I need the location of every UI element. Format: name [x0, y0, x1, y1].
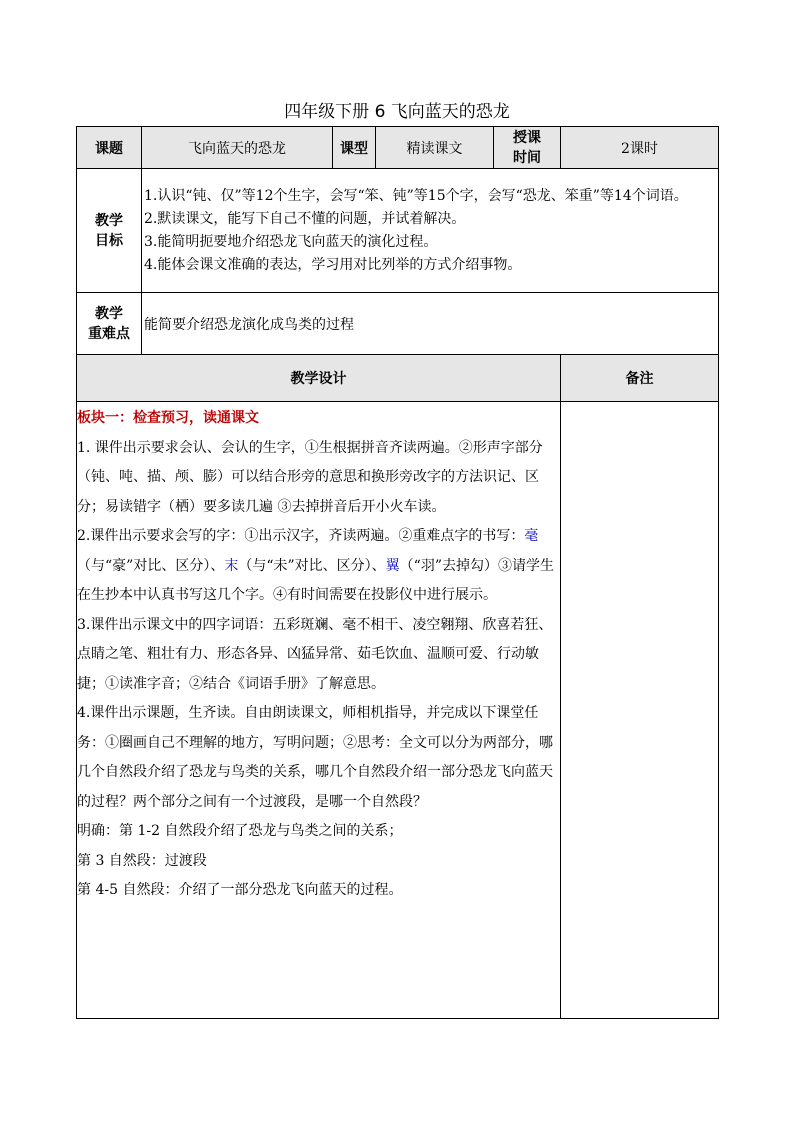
topic-row	[77, 127, 719, 169]
paragraph-text: （与“未”对比、区分）、	[238, 557, 386, 574]
label-difficulty-line1: 教学	[95, 305, 123, 322]
design-paragraph: 第 4-5 自然段：介绍了一部分恐龙飞向蓝天的过程。	[77, 882, 403, 898]
label-time-line2: 时间	[513, 149, 541, 166]
difficulty-row	[77, 293, 719, 355]
design-paragraph: 1. 课件出示要求会认、会认的生字，①生根据拼音齐读两遍。②形声字部分（钝、吨、描、颅、膨）可以结合形旁的意思和换形旁改字的方法识记、区分；易读错字（栖）要多读几遍 ③去掉拼音后开小火车读。	[77, 439, 543, 515]
label-goals-line2: 目标	[95, 232, 123, 249]
design-paragraph: 4.课件出示课题，生齐读。自由朗读课文，师相机指导，并完成以下课堂任务：①圈画自己不理解的地方，写明问题；②思考：全文可以分为两部分，哪几个自然段介绍了恐龙与鸟类的关系，哪几个自然段介绍一部分恐龙飞向蓝天的过程？两个部分之间有一个过渡段，是哪一个自然段？	[77, 705, 553, 810]
label-topic: 课题	[77, 127, 142, 169]
goal-item: 1.认识“钝、仅”等12个生字，会写“笨、钝”等15个字，会写“恐龙、笨重”等14个词语。	[144, 187, 688, 204]
difficulty-value: 能简要介绍恐龙演化成鸟类的过程	[142, 293, 719, 355]
time-value: 2课时	[561, 127, 719, 169]
paragraph-text: （与“豪”对比、区分）、	[77, 557, 225, 574]
header-notes: 备注	[561, 355, 719, 402]
notes-content	[561, 402, 719, 1019]
label-time	[494, 127, 561, 169]
goal-item: 4.能体会课文准确的表达，学习用对比列举的方式介绍事物。	[144, 256, 522, 273]
highlight-char: 末	[224, 557, 239, 574]
design-paragraph: 第 3 自然段：过渡段	[77, 852, 207, 869]
highlight-char: 毫	[524, 528, 539, 544]
highlight-char: 翼	[385, 557, 400, 574]
goal-item: 2.默读课文，能写下自己不懂的问题，并试着解决。	[144, 210, 466, 227]
design-content	[77, 402, 561, 1019]
design-content-row	[77, 402, 719, 1019]
design-paragraph: 明确：第 1-2 自然段介绍了恐龙与鸟类之间的关系；	[77, 823, 403, 839]
section-title: 板块一：检查预习，读通课文	[77, 410, 259, 426]
page-title: 四年级下册 6 飞向蓝天的恐龙	[284, 102, 510, 122]
design-header-row	[77, 355, 719, 402]
label-goals	[77, 169, 142, 293]
paragraph-text: 2.课件出示要求会写的字：①出示汉字，齐读两遍。②重难点字的书写：	[77, 528, 525, 544]
label-goals-line1: 教学	[95, 212, 123, 229]
design-paragraph	[77, 522, 560, 611]
goal-item: 3.能简明扼要地介绍恐龙飞向蓝天的演化过程。	[144, 233, 438, 250]
goals-row	[77, 169, 719, 293]
label-type: 课型	[333, 127, 376, 169]
lesson-plan-table	[76, 126, 719, 1019]
label-difficulty-line2: 重难点	[88, 325, 130, 342]
label-time-line1: 授课	[513, 129, 541, 146]
header-design: 教学设计	[77, 355, 561, 402]
design-paragraph: 3.课件出示课文中的四字词语：五彩斑斓、毫不相干、凌空翱翔、欣喜若狂、点睛之笔、粗壮有力、形态各异、凶猛异常、茹毛饮血、温顺可爱、行动敏捷；①读准字音；②结合《词语手册》了解意思。	[77, 616, 553, 692]
type-value: 精读课文	[376, 127, 494, 169]
topic-value: 飞向蓝天的恐龙	[142, 127, 333, 169]
label-difficulty	[77, 293, 142, 355]
goals-content	[142, 169, 719, 293]
paragraph-text: （“羽”去掉勾）③请学生在生抄本中认真书写这几个字。④有时间需要在投影仪中进行展示。	[77, 557, 554, 603]
